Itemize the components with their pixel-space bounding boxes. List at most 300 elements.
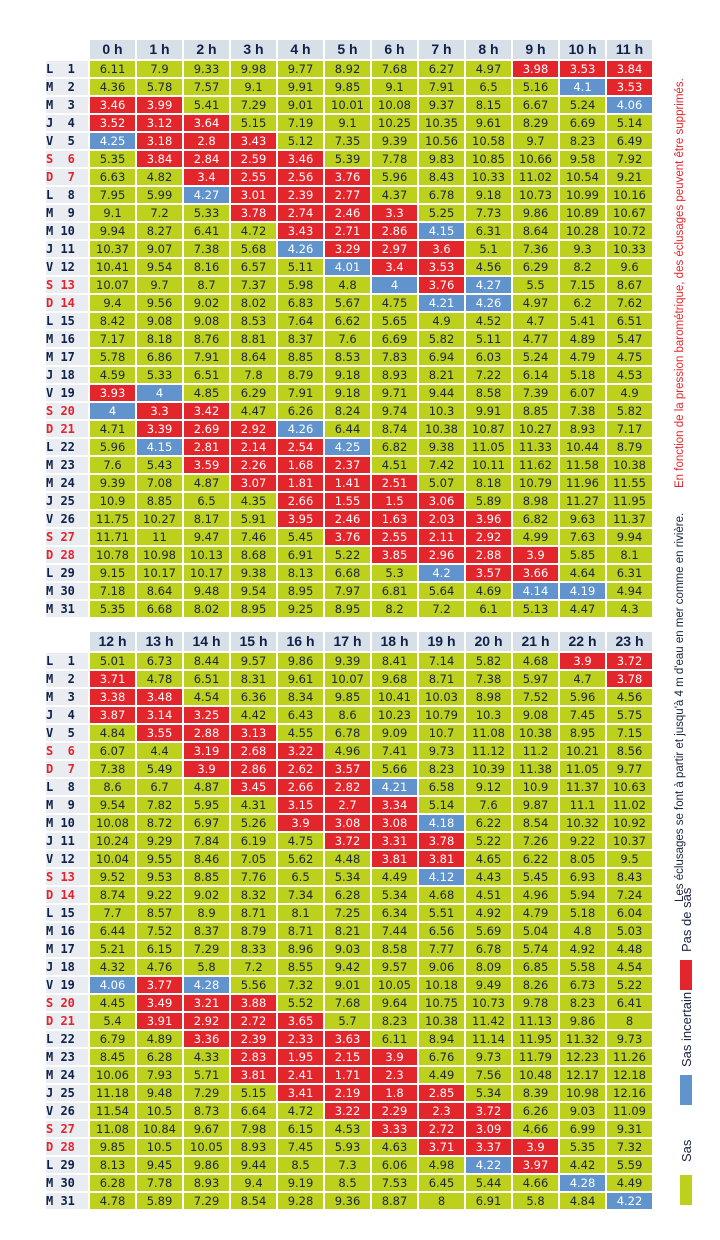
tide-cell: 7.18 (90, 583, 135, 599)
tide-cell: 3.72 (607, 653, 652, 669)
tide-cell: 1.41 (325, 475, 370, 491)
tide-cell: 4.71 (90, 421, 135, 437)
tide-cell: 7.24 (607, 887, 652, 903)
tide-cell: 7.53 (372, 1175, 417, 1191)
tide-cell: 10.79 (419, 707, 464, 723)
tide-cell: 7.98 (231, 1121, 276, 1137)
tide-cell: 6.41 (184, 223, 229, 239)
day-row (46, 223, 652, 239)
tide-cell: 9.52 (90, 869, 135, 885)
hour-header: 17 h (325, 632, 370, 651)
tide-cell: 2.66 (278, 493, 323, 509)
tide-cell: 6.41 (607, 995, 652, 1011)
tide-cell: 3.66 (513, 565, 558, 581)
tide-cell: 8.85 (184, 869, 229, 885)
tide-cell: 8.02 (231, 295, 276, 311)
day-label: V 19 (46, 977, 88, 993)
tide-cell: 7.25 (325, 905, 370, 921)
tide-cell: 8.15 (466, 97, 511, 113)
tide-cell: 8.95 (325, 601, 370, 617)
tide-cell: 10.98 (560, 1085, 605, 1101)
tide-cell: 5.66 (372, 761, 417, 777)
tide-cell: 2.41 (278, 1067, 323, 1083)
tide-cell: 6.94 (419, 349, 464, 365)
tide-cell: 3.76 (325, 529, 370, 545)
tide-cell: 10.08 (90, 815, 135, 831)
tide-cell: 5.15 (231, 1085, 276, 1101)
tide-cell: 8.71 (278, 923, 323, 939)
tide-cell: 8.23 (419, 761, 464, 777)
tide-cell: 4.47 (231, 403, 276, 419)
tide-cell: 2.68 (231, 743, 276, 759)
tide-cell: 8.9 (184, 905, 229, 921)
hour-header: 12 h (90, 632, 135, 651)
day-label: L 15 (46, 313, 88, 329)
tide-cell: 6.64 (231, 1103, 276, 1119)
tide-cell: 7.3 (325, 1157, 370, 1173)
tide-cell: 6.69 (560, 115, 605, 131)
tide-cell: 4.75 (278, 833, 323, 849)
tide-cell: 8.96 (278, 941, 323, 957)
tide-cell: 11.05 (560, 761, 605, 777)
tide-cell: 5.78 (90, 349, 135, 365)
tide-cell: 11.79 (513, 1049, 558, 1065)
tide-cell: 2.72 (231, 1013, 276, 1029)
tide-cell: 9.61 (466, 115, 511, 131)
tide-cell: 8.6 (325, 707, 370, 723)
tide-cell: 7.17 (607, 421, 652, 437)
tide-cell: 4.54 (184, 689, 229, 705)
tide-cell: 5.33 (137, 367, 182, 383)
tide-cell: 9.07 (137, 241, 182, 257)
tide-cell: 9.1 (231, 79, 276, 95)
tide-cell: 7.73 (466, 205, 511, 221)
tide-cell: 4.92 (560, 941, 605, 957)
tide-cell: 6.56 (419, 923, 464, 939)
tide-cell: 6.1 (466, 601, 511, 617)
tide-cell: 4.51 (372, 457, 417, 473)
day-label: V 19 (46, 385, 88, 401)
tide-cell: 9.22 (560, 833, 605, 849)
tide-cell: 4.75 (607, 349, 652, 365)
tide-cell: 5.18 (560, 905, 605, 921)
tide-cell: 3.31 (372, 833, 417, 849)
tide-cell: 5.96 (372, 169, 417, 185)
tide-cell: 4.53 (607, 367, 652, 383)
tide-cell: 3.78 (231, 205, 276, 221)
tide-cell: 4.66 (513, 1121, 558, 1137)
tide-cell: 7.38 (90, 761, 135, 777)
tide-cell: 2.86 (372, 223, 417, 239)
tide-cell: 9.1 (325, 115, 370, 131)
day-row (46, 671, 652, 687)
tide-cell: 11.02 (513, 169, 558, 185)
tide-cell: 6.5 (278, 869, 323, 885)
tide-cell: 2.46 (325, 205, 370, 221)
tide-cell: 2.03 (419, 511, 464, 527)
tide-cell: 6.57 (231, 259, 276, 275)
tide-cell: 9.18 (325, 367, 370, 383)
tide-cell: 4.49 (607, 1175, 652, 1191)
day-label: J 18 (46, 367, 88, 383)
tide-cell: 9.85 (90, 1139, 135, 1155)
tide-cell: 11.18 (90, 1085, 135, 1101)
tide-cell: 9.08 (184, 313, 229, 329)
tide-cell: 8.56 (607, 743, 652, 759)
day-row (46, 133, 652, 149)
tide-cell: 3.57 (466, 565, 511, 581)
tide-cell: 1.81 (278, 475, 323, 491)
tide-cell: 6.27 (419, 61, 464, 77)
tide-cell: 9.42 (325, 959, 370, 975)
tide-cell: 3.01 (231, 187, 276, 203)
day-label: M 16 (46, 923, 88, 939)
tide-cell: 4.79 (560, 349, 605, 365)
tide-cell: 4.97 (513, 295, 558, 311)
day-row (46, 457, 652, 473)
tide-cell: 7.6 (466, 797, 511, 813)
day-row (46, 583, 652, 599)
tide-cell: 4.37 (372, 187, 417, 203)
tide-cell: 2.55 (231, 169, 276, 185)
tide-cell: 9.25 (278, 601, 323, 617)
day-row (46, 547, 652, 563)
legend-swatch-sas (680, 1175, 692, 1205)
tide-cell: 7.26 (513, 833, 558, 849)
hour-header: 11 h (607, 40, 652, 59)
tide-cell: 6.51 (607, 313, 652, 329)
tide-cell: 2.92 (184, 1013, 229, 1029)
tide-cell: 6.26 (278, 403, 323, 419)
tide-cell: 5.18 (560, 367, 605, 383)
tide-cell: 10.5 (137, 1103, 182, 1119)
tide-cell: 10.3 (419, 403, 464, 419)
hour-header: 4 h (278, 40, 323, 59)
tide-cell: 6.85 (513, 959, 558, 975)
tide-cell: 9.15 (90, 565, 135, 581)
tide-cell: 4.89 (560, 331, 605, 347)
tide-cell: 11.37 (560, 779, 605, 795)
tide-cell: 3.53 (419, 259, 464, 275)
tide-cell: 10.79 (513, 475, 558, 491)
tide-cell: 4.32 (90, 959, 135, 975)
tide-cell: 3.78 (419, 833, 464, 849)
tide-cell: 7.45 (278, 1139, 323, 1155)
tide-cell: 6.51 (184, 367, 229, 383)
tide-cell: 8.23 (560, 995, 605, 1011)
tide-cell: 8.85 (513, 403, 558, 419)
tide-cell: 7.56 (466, 1067, 511, 1083)
day-row (46, 151, 652, 167)
tide-cell: 6.45 (419, 1175, 464, 1191)
tide-cell: 2.72 (419, 1121, 464, 1137)
tide-cell: 3.45 (231, 779, 276, 795)
tide-cell: 6.51 (184, 671, 229, 687)
tide-cell: 8.05 (560, 851, 605, 867)
tide-cell: 5.98 (278, 277, 323, 293)
hour-header: 21 h (513, 632, 558, 651)
tide-cell: 8.18 (137, 331, 182, 347)
day-label: J 18 (46, 959, 88, 975)
note-part-2: En fonction de la pression barométrique, des éclusages peuvent être supprimés. (674, 78, 686, 488)
tide-cell: 6.07 (90, 743, 135, 759)
hour-header: 10 h (560, 40, 605, 59)
tide-cell: 2.92 (231, 421, 276, 437)
tide-cell: 8.95 (231, 601, 276, 617)
tide-cell: 6.78 (419, 187, 464, 203)
day-row (46, 97, 652, 113)
tide-cell: 3.49 (137, 995, 182, 1011)
tide-cell: 8.79 (607, 439, 652, 455)
tide-cell: 8.57 (137, 905, 182, 921)
day-row (46, 1193, 652, 1209)
tide-cell: 3.91 (137, 1013, 182, 1029)
tide-cell: 6.99 (560, 1121, 605, 1137)
tide-cell: 4.26 (278, 421, 323, 437)
day-label: S 20 (46, 403, 88, 419)
tide-cell: 8.93 (231, 1139, 276, 1155)
tide-cell: 3.9 (513, 1139, 558, 1155)
hour-header: 22 h (560, 632, 605, 651)
tide-cell: 7.08 (137, 475, 182, 491)
tide-cell: 5.11 (278, 259, 323, 275)
tide-cell: 4.25 (325, 439, 370, 455)
tide-cell: 6.91 (278, 547, 323, 563)
tide-cell: 6.68 (325, 565, 370, 581)
tide-cell: 9.86 (278, 653, 323, 669)
tide-cell: 6.29 (513, 259, 558, 275)
tide-cell: 9.77 (607, 761, 652, 777)
tide-cell: 8.93 (372, 367, 417, 383)
tide-cell: 5.41 (560, 313, 605, 329)
tide-cell: 8.2 (372, 601, 417, 617)
tide-cell: 3.29 (325, 241, 370, 257)
tide-cell: 8.16 (184, 259, 229, 275)
tide-cell: 7.38 (560, 403, 605, 419)
day-row (46, 367, 652, 383)
tide-cell: 8.85 (278, 349, 323, 365)
tide-cell: 9.39 (372, 133, 417, 149)
tide-cell: 9.86 (184, 1157, 229, 1173)
tide-cell: 9.54 (231, 583, 276, 599)
tide-cell: 9.38 (419, 439, 464, 455)
tide-cell: 4.64 (560, 565, 605, 581)
tide-cell: 2.71 (325, 223, 370, 239)
tide-cell: 8.13 (278, 565, 323, 581)
day-label: M 17 (46, 941, 88, 957)
tide-cell: 2.46 (325, 511, 370, 527)
tide-cell: 4.33 (184, 1049, 229, 1065)
tide-cell: 3.37 (466, 1139, 511, 1155)
tide-cell: 9.01 (278, 97, 323, 113)
tide-cell: 9.02 (184, 887, 229, 903)
tide-cell: 3.64 (184, 115, 229, 131)
day-row (46, 277, 652, 293)
tide-cell: 3.43 (231, 133, 276, 149)
tide-cell: 8.67 (607, 277, 652, 293)
tide-cell: 3.76 (419, 277, 464, 293)
tide-cell: 8.64 (513, 223, 558, 239)
hour-header: 2 h (184, 40, 229, 59)
tide-cell: 4.55 (278, 725, 323, 741)
tide-cell: 9.63 (560, 511, 605, 527)
tide-cell: 6.15 (137, 941, 182, 957)
day-row (46, 1013, 652, 1029)
tide-cell: 3.14 (137, 707, 182, 723)
tide-cell: 5.67 (325, 295, 370, 311)
tide-cell: 4.98 (419, 1157, 464, 1173)
tide-cell: 4.36 (90, 79, 135, 95)
tide-cell: 4.7 (513, 313, 558, 329)
tide-cell: 3.77 (137, 977, 182, 993)
tide-cell: 3.43 (278, 223, 323, 239)
tide-cell: 5.13 (513, 601, 558, 617)
tide-cell: 8.54 (231, 1193, 276, 1209)
tide-cell: 3.34 (372, 797, 417, 813)
day-label: V 12 (46, 851, 88, 867)
tide-cell: 8.02 (184, 601, 229, 617)
day-label: L 15 (46, 905, 88, 921)
tide-cell: 9.86 (560, 1013, 605, 1029)
tide-cell: 8.74 (372, 421, 417, 437)
tide-cell: 9.83 (419, 151, 464, 167)
tide-cell: 3.39 (137, 421, 182, 437)
tide-cell: 5.95 (184, 797, 229, 813)
tide-cell: 2.39 (278, 187, 323, 203)
tide-cell: 2.7 (325, 797, 370, 813)
tide-cell: 3.42 (184, 403, 229, 419)
tide-cell: 9.18 (325, 385, 370, 401)
tide-cell: 1.5 (372, 493, 417, 509)
day-row (46, 707, 652, 723)
tide-cell: 11.96 (560, 475, 605, 491)
tide-cell: 8.95 (278, 583, 323, 599)
tide-cell: 10.87 (466, 421, 511, 437)
hour-header: 7 h (419, 40, 464, 59)
tide-cell: 4.21 (419, 295, 464, 311)
tide-cell: 6.78 (325, 725, 370, 741)
day-label: M 24 (46, 1067, 88, 1083)
tide-cell: 7.93 (137, 1067, 182, 1083)
tide-cell: 5.89 (466, 493, 511, 509)
tide-cell: 4.54 (607, 959, 652, 975)
tide-cell: 9.54 (90, 797, 135, 813)
tide-cell: 10.98 (137, 547, 182, 563)
hour-header: 5 h (325, 40, 370, 59)
tide-cell: 5.22 (607, 977, 652, 993)
tide-cell: 5.62 (278, 851, 323, 867)
tide-cell: 9.36 (325, 1193, 370, 1209)
tide-cell: 8.23 (372, 1013, 417, 1029)
tide-cell: 12.17 (560, 1067, 605, 1083)
tide-cell: 10.38 (607, 457, 652, 473)
tide-cell: 8.7 (184, 277, 229, 293)
day-label: M 2 (46, 79, 88, 95)
tide-cell: 3.65 (278, 1013, 323, 1029)
tide-cell: 4.75 (372, 295, 417, 311)
tide-cell: 2.39 (231, 1031, 276, 1047)
tide-cell: 3.95 (278, 511, 323, 527)
tide-cell: 8.23 (560, 133, 605, 149)
tide-cell: 10.03 (419, 689, 464, 705)
tide-cell: 7.8 (231, 367, 276, 383)
tide-cell: 7.68 (325, 995, 370, 1011)
tide-cell: 9.98 (231, 61, 276, 77)
tide-cell: 6.28 (90, 1175, 135, 1191)
tide-cell: 8.18 (466, 475, 511, 491)
tide-cell: 1.68 (278, 457, 323, 473)
tide-cell: 5.24 (513, 349, 558, 365)
tide-cell: 5.14 (419, 797, 464, 813)
tide-cell: 4.8 (325, 277, 370, 293)
tide-cell: 8.09 (466, 959, 511, 975)
tide-cell: 7.29 (184, 941, 229, 957)
tide-cell: 2.77 (325, 187, 370, 203)
tide-cell: 6.49 (607, 133, 652, 149)
tide-cell: 12.23 (560, 1049, 605, 1065)
day-row (46, 439, 652, 455)
hour-header: 20 h (466, 632, 511, 651)
tide-cell: 3.07 (231, 475, 276, 491)
tide-cell: 8.41 (372, 653, 417, 669)
tide-cell: 8.43 (607, 869, 652, 885)
day-row (46, 529, 652, 545)
tide-cell: 4 (372, 277, 417, 293)
tide-cell: 4.9 (607, 385, 652, 401)
day-label: J 11 (46, 833, 88, 849)
tide-cell: 4.06 (607, 97, 652, 113)
tide-cell: 4.45 (90, 995, 135, 1011)
tide-cell: 10.13 (184, 547, 229, 563)
tide-cell: 7.29 (184, 1193, 229, 1209)
tide-cell: 6.36 (231, 689, 276, 705)
day-label: D 7 (46, 169, 88, 185)
tide-cell: 8.5 (325, 1175, 370, 1191)
tide-cell: 11.27 (560, 493, 605, 509)
day-label: S 27 (46, 1121, 88, 1137)
tide-cell: 1.95 (278, 1049, 323, 1065)
tide-cell: 8.92 (325, 61, 370, 77)
tide-cell: 4.43 (466, 869, 511, 885)
tide-cell: 3.09 (466, 1121, 511, 1137)
hour-header: 18 h (372, 632, 417, 651)
hour-header: 13 h (137, 632, 182, 651)
tide-cell: 5.99 (137, 187, 182, 203)
tide-cell: 3.81 (372, 851, 417, 867)
tide-cell: 4.96 (325, 743, 370, 759)
tide-cell: 9.03 (325, 941, 370, 957)
tide-cell: 5.82 (607, 403, 652, 419)
tide-cell: 10.58 (466, 133, 511, 149)
tide-cell: 5.35 (560, 1139, 605, 1155)
tide-cell: 5.11 (466, 331, 511, 347)
tide-cell: 7.84 (184, 833, 229, 849)
day-row (46, 61, 652, 77)
day-row (46, 115, 652, 131)
tide-cell: 5.58 (560, 959, 605, 975)
tide-cell: 9.58 (560, 151, 605, 167)
tide-cell: 9.57 (231, 653, 276, 669)
tide-cell: 5.93 (325, 1139, 370, 1155)
tide-cell: 9.73 (466, 1049, 511, 1065)
tide-cell: 8.79 (231, 923, 276, 939)
tide-cell: 10.44 (560, 439, 605, 455)
tide-cell: 7.78 (372, 151, 417, 167)
tide-cell: 2.74 (278, 205, 323, 221)
tide-cell: 10.41 (90, 259, 135, 275)
tide-cell: 8.74 (90, 887, 135, 903)
tide-cell: 10.75 (419, 995, 464, 1011)
